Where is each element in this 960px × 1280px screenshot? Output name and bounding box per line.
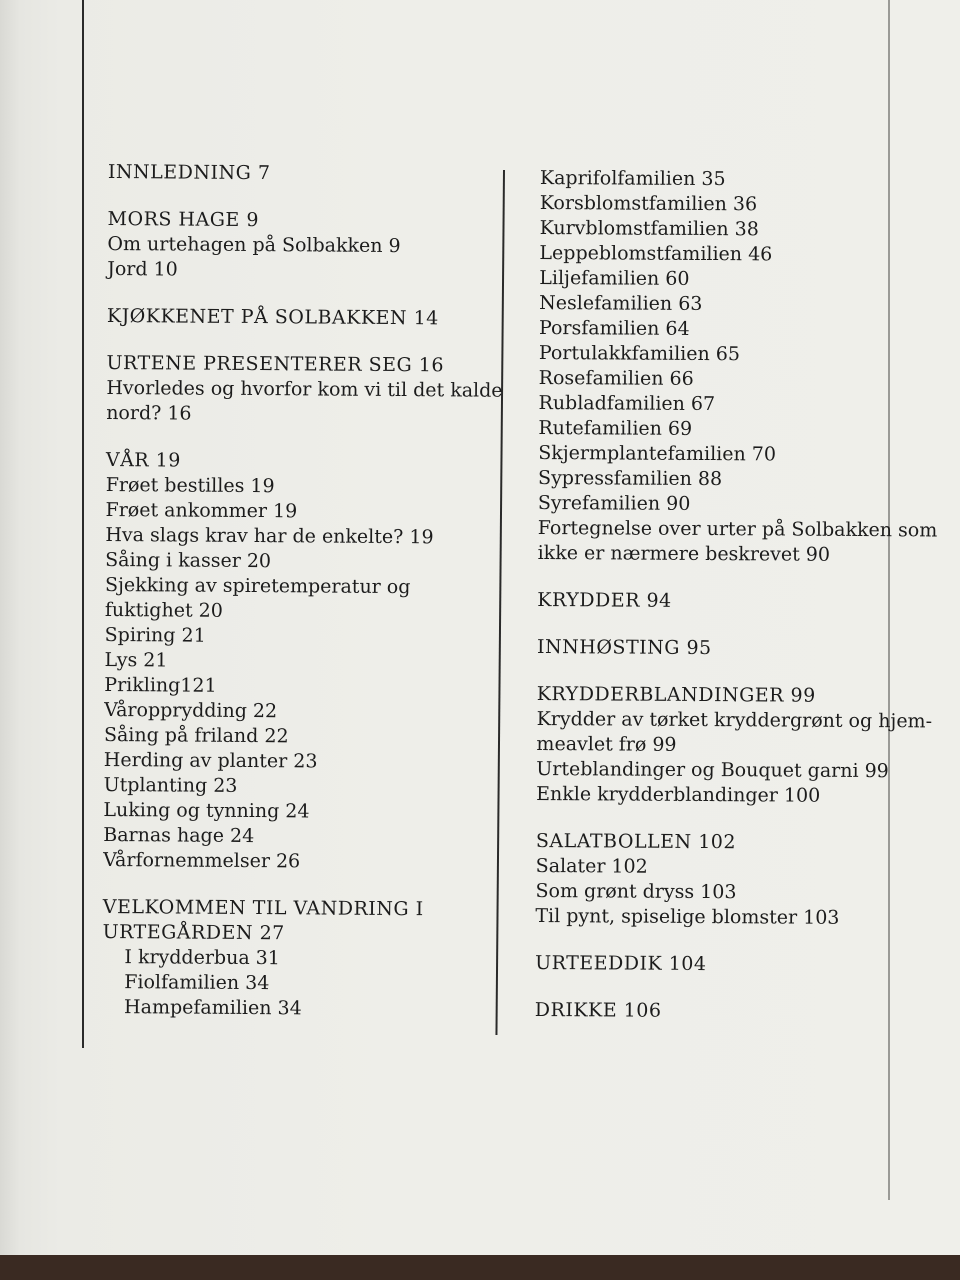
toc-entry: Leppeblomstfamilien 46 — [539, 241, 773, 266]
section-gap — [107, 282, 507, 307]
section-gap — [537, 613, 927, 637]
toc-chapter-heading: DRIKKE 106 — [534, 998, 662, 1022]
section-gap — [537, 660, 927, 684]
page-frame-line — [82, 0, 84, 1048]
toc-entry: I krydderbua 31 — [124, 946, 280, 970]
toc-entry: Urteblandinger og Bouquet garni 99 — [536, 757, 889, 783]
toc-entry: Enkle krydderblandinger 100 — [536, 782, 821, 807]
section-gap — [535, 929, 925, 953]
toc-entry: Såing i kasser 20 — [105, 548, 272, 573]
section-gap — [108, 185, 508, 210]
toc-entry: Kaprifolfamilien 35 — [539, 166, 726, 191]
toc-chapter-heading: INNHØSTING 95 — [536, 635, 712, 660]
toc-chapter-heading: KJØKKENET PÅ SOLBAKKEN 14 — [106, 304, 439, 330]
section-gap — [106, 426, 506, 451]
toc-entry: Rubladfamilien 67 — [538, 391, 716, 416]
toc-entry: Krydder av tørket kryddergrønt og hjem- — [536, 707, 933, 733]
toc-right-column — [534, 166, 938, 1025]
toc-entry: fuktighet 20 — [104, 598, 223, 622]
toc-entry: Om urtehagen på Solbakken 9 — [107, 232, 401, 258]
toc-entry: Rutefamilien 69 — [538, 416, 693, 440]
toc-entry: Salater 102 — [535, 854, 648, 878]
toc-entry: Rosefamilien 66 — [538, 366, 694, 390]
toc-chapter-heading: VELKOMMEN TIL VANDRING I — [102, 895, 424, 921]
toc-left-column — [102, 160, 508, 1023]
toc-entry: Porsfamilien 64 — [538, 316, 690, 340]
toc-entry: Til pynt, spiselige blomster 103 — [535, 904, 840, 929]
toc-entry: Som grønt dryss 103 — [535, 879, 737, 904]
section-gap — [535, 976, 925, 1000]
section-gap — [537, 566, 927, 590]
toc-entry: Kurvblomstfamilien 38 — [539, 216, 759, 241]
toc-entry: Frøet ankommer 19 — [105, 498, 298, 523]
section-gap — [103, 873, 503, 898]
toc-entry: Hvorledes og hvorfor kom vi til det kalde — [106, 376, 503, 402]
section-gap — [107, 329, 507, 354]
toc-chapter-heading: VÅR 19 — [105, 448, 181, 472]
toc-entry: Utplanting 23 — [103, 773, 238, 797]
toc-entry: Luking og tynning 24 — [103, 798, 310, 823]
toc-entry: meavlet frø 99 — [536, 732, 677, 756]
toc-entry: Barnas hage 24 — [103, 823, 255, 848]
toc-entry: Sjekking av spiretemperatur og — [104, 573, 411, 599]
toc-entry: Fiolfamilien 34 — [124, 971, 270, 995]
toc-entry: Jord 10 — [107, 257, 178, 281]
toc-chapter-heading: SALATBOLLEN 102 — [535, 829, 737, 854]
toc-entry: ikke er nærmere beskrevet 90 — [537, 541, 831, 566]
toc-entry: Spiring 21 — [104, 623, 206, 647]
toc-entry: Hva slags krav har de enkelte? 19 — [105, 523, 434, 549]
toc-entry: Herding av planter 23 — [103, 748, 318, 773]
toc-entry: Liljefamilien 60 — [539, 266, 690, 290]
toc-chapter-heading: MORS HAGE 9 — [107, 207, 260, 232]
toc-entry: Sypressfamilien 88 — [538, 466, 723, 491]
toc-entry: Frøet bestilles 19 — [105, 473, 275, 498]
toc-entry: Såing på friland 22 — [103, 723, 289, 748]
section-gap — [536, 807, 926, 831]
toc-entry: Syrefamilien 90 — [537, 491, 691, 515]
toc-chapter-heading: URTEGÅRDEN 27 — [102, 920, 285, 945]
toc-entry: Korsblomstfamilien 36 — [539, 191, 758, 216]
toc-entry: Prikling121 — [104, 673, 217, 697]
toc-chapter-heading: URTENE PRESENTERER SEG 16 — [106, 351, 445, 377]
toc-chapter-heading: INNLEDNING 7 — [107, 160, 271, 185]
toc-entry: Våropprydding 22 — [104, 698, 278, 723]
toc-chapter-heading: KRYDDER 94 — [537, 588, 672, 612]
toc-chapter-heading: KRYDDERBLANDINGER 99 — [536, 682, 816, 707]
toc-entry: Fortegnelse over urter på Solbakken som — [537, 516, 938, 542]
toc-entry: Skjermplantefamilien 70 — [538, 441, 777, 466]
toc-entry: Vårfornemmelser 26 — [103, 848, 301, 873]
toc-entry: nord? 16 — [106, 401, 192, 425]
toc-entry: Portulakkfamilien 65 — [538, 341, 741, 366]
toc-entry: Lys 21 — [104, 648, 168, 672]
toc-entry: Neslefamilien 63 — [539, 291, 703, 315]
toc-chapter-heading: URTEEDDIK 104 — [535, 951, 707, 976]
toc-entry: Hampefamilien 34 — [124, 996, 302, 1020]
